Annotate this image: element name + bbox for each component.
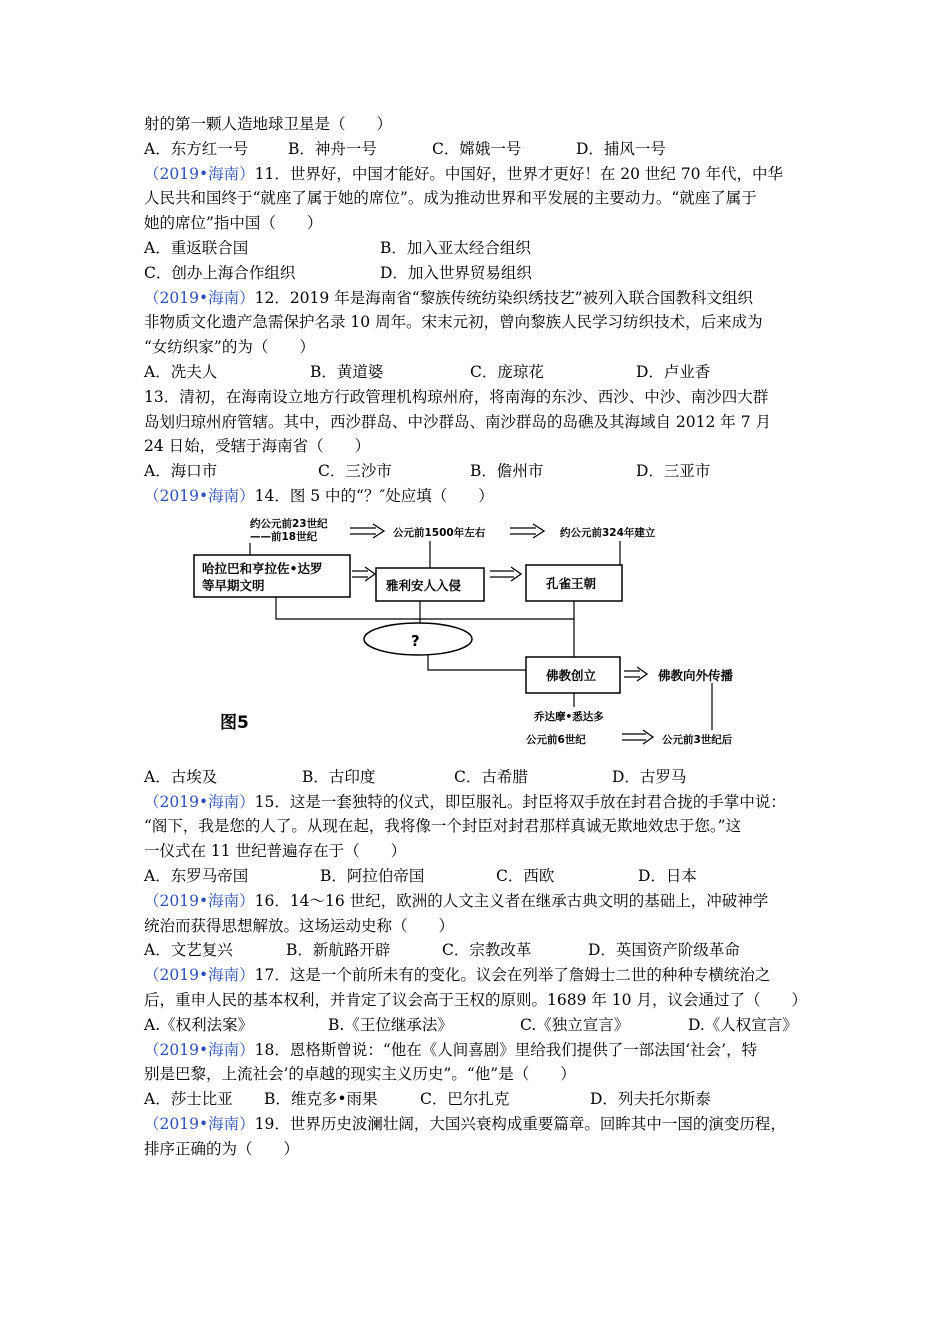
q18-option-b: B．维克多•雨果	[264, 1090, 378, 1109]
figure-caption: 图5	[220, 712, 249, 733]
q15-stem-line1: （2019•海南）15．这是一套独特的仪式，即臣服礼。封臣将双手放在封君合拢的手掌中说：	[144, 792, 786, 811]
q16-source: （2019•海南）	[144, 891, 255, 910]
q13-options	[144, 459, 814, 484]
q18-option-a: A．莎士比亚	[144, 1090, 233, 1109]
q16-option-a: A．文艺复兴	[144, 941, 233, 960]
q11-option-a: A．重返联合国	[144, 238, 249, 257]
q13-stem-line3: 24 日始，受辖于海南省（ ）	[144, 437, 371, 456]
q15-option-c: C．西欧	[496, 866, 555, 885]
q16-stem-line1: （2019•海南）16．14～16 世纪，欧洲的人文主义者在继承古典文明的基础上，冲破神学	[144, 891, 769, 910]
q15-source: （2019•海南）	[144, 792, 255, 811]
label-time1-b: ——前18世纪	[250, 530, 318, 543]
q11-options-row2	[144, 261, 814, 286]
q12-options	[144, 360, 814, 385]
q17-option-b: B.《王位继承法》	[328, 1015, 453, 1034]
q12-stem-line2: 非物质文化遗产急需保护名录 10 周年。宋末元初，曾向黎族人民学习纺织技术，后来成为	[144, 313, 763, 332]
q17-stem-line1: （2019•海南）17．这是一个前所未有的变化。议会在列举了詹姆士二世的种种专横统治之	[144, 966, 771, 985]
q13-stem-line2: 岛划归琼州府管辖。其中，西沙群岛、中沙群岛、南沙群岛的岛礁及其海域自 2012 年 7 月	[144, 412, 772, 431]
box-harappa-line1: 哈拉巴和亨拉佐•达罗	[202, 560, 323, 576]
q17-option-c: C.《独立宣言》	[520, 1015, 630, 1034]
q11-options-row1	[144, 236, 814, 261]
q17-source: （2019•海南）	[144, 966, 255, 985]
box-aryan-invasion-label: 雅利安人入侵	[386, 577, 462, 593]
q19-stem-line1: （2019•海南）19．世界历史波澜壮阔，大国兴衰构成重要篇章。回眸其中一国的演变历程，	[144, 1114, 786, 1133]
label-time3: 约公元前324年建立	[560, 526, 656, 539]
q16-stem-line2: 统治而获得思想解放。这场运动史称（ ）	[144, 916, 455, 935]
exam-page	[144, 112, 814, 1162]
figure-5	[144, 513, 814, 759]
q16-option-d: D．英国资产阶级革命	[588, 941, 740, 960]
q12-source: （2019•海南）	[144, 288, 255, 307]
label-time2: 公元前1500年左右	[393, 526, 486, 539]
double-arrow-buddhism-spread	[624, 667, 647, 681]
top-double-arrow-2	[510, 524, 544, 538]
q13-option-c: C．三沙市	[318, 462, 392, 481]
q12-option-d: D．卢业香	[636, 362, 711, 381]
q18-option-c: C．巴尔扎克	[420, 1090, 510, 1109]
label-time4: 公元前6世纪	[526, 733, 586, 746]
q15-options	[144, 864, 814, 889]
q11-source: （2019•海南）	[144, 164, 255, 183]
label-buddhism-spread: 佛教向外传播	[658, 667, 734, 683]
q18-options	[144, 1087, 814, 1112]
q16-option-b: B．新航路开辟	[286, 941, 391, 960]
label-time1-a: 约公元前23世纪	[250, 517, 328, 530]
q13-option-a: A．海口市	[144, 462, 218, 481]
q14-option-b: B．古印度	[302, 767, 376, 786]
q12-option-c: C．庞琼花	[470, 362, 544, 381]
box-maurya-label: 孔雀王朝	[546, 575, 597, 591]
q14-options	[144, 765, 814, 790]
q11-option-d: D．加入世界贸易组织	[380, 263, 532, 282]
label-founder: 乔达摩•悉达多	[534, 710, 604, 723]
flowchart-india-history	[190, 513, 770, 753]
q14-option-c: C．古希腊	[454, 767, 528, 786]
box-buddhism-founded-label: 佛教创立	[546, 667, 597, 683]
q10-options	[144, 137, 814, 162]
q17-option-a: A.《权利法案》	[144, 1015, 254, 1034]
q12-option-b: B．黄道婆	[310, 362, 384, 381]
q10-stem-tail: 射的第一颗人造地球卫星是（ ）	[144, 115, 393, 133]
q12-stem-line1: （2019•海南）12．2019 年是海南省“黎族传统纺染织绣技艺”被列入联合国教科文组织	[144, 288, 754, 307]
q17-options	[144, 1013, 814, 1038]
q14-option-d: D．古罗马	[612, 767, 687, 786]
q10-option-c: C．嫦娥一号	[432, 139, 522, 158]
q19-source: （2019•海南）	[144, 1114, 255, 1133]
q13-option-d: D．三亚市	[636, 462, 711, 481]
mid-double-arrow-1	[352, 567, 375, 581]
connector-ellipse-to-buddhism	[428, 655, 526, 670]
q17-option-d: D.《人权宣言》	[688, 1015, 798, 1034]
q15-option-d: D．日本	[638, 866, 697, 885]
q18-stem-line1: （2019•海南）18．恩格斯曾说：“他在《人间喜剧》里给我们提供了一部法国‘社会’，特	[144, 1040, 758, 1059]
q15-option-b: B．阿拉伯帝国	[320, 866, 425, 885]
q11-option-c: C．创办上海合作组织	[144, 263, 296, 282]
q16-option-c: C．宗教改革	[442, 941, 532, 960]
q15-option-a: A．东罗马帝国	[144, 866, 249, 885]
top-double-arrow-1	[350, 524, 384, 538]
q10-option-b: B．神舟一号	[288, 139, 377, 158]
q15-stem-line2: “阁下，我是您的人了。从现在起，我将像一个封臣对封君那样真诚无欺地效忠于您。”这	[144, 817, 742, 836]
box-harappa-line2: 等早期文明	[202, 577, 265, 593]
q10-option-d: D．捕风一号	[576, 139, 666, 158]
q16-options	[144, 938, 814, 963]
ellipse-question-mark: ?	[411, 631, 420, 650]
q12-option-a: A．冼夫人	[144, 362, 218, 381]
mid-double-arrow-2	[490, 567, 521, 581]
bottom-double-arrow	[622, 730, 653, 744]
q18-stem-line2: 别是巴黎，上流社会’的卓越的现实主义历史”。“他”是（ ）	[144, 1065, 576, 1084]
q13-stem-line1: 13．清初，在海南设立地方行政管理机构琼州府，将南海的东沙、西沙、中沙、南沙四大群	[144, 387, 769, 406]
label-time5: 公元前3世纪后	[662, 733, 733, 746]
q19-stem-line2: 排序正确的为（ ）	[144, 1139, 300, 1158]
q11-stem-line1: （2019•海南）11．世界好，中国才能好。中国好，世界才更好！在 20 世纪 70 年代，中华	[144, 164, 783, 183]
q18-source: （2019•海南）	[144, 1040, 255, 1059]
q11-stem-line2: 人民共和国终于“就座了属于她的席位”。成为推动世界和平发展的主要动力。“就座了属于	[144, 189, 757, 208]
q17-stem-line2: 后，重申人民的基本权利，并肯定了议会高于王权的原则。1689 年 10 月，议会通过了（ ）	[144, 990, 807, 1009]
q14-stem-line1: （2019•海南）14．图 5 中的“？″处应填（ ）	[144, 486, 494, 505]
q11-stem-line3: 她的席位”指中国（ ）	[144, 214, 323, 233]
q14-source: （2019•海南）	[144, 486, 255, 505]
q13-option-b: B．儋州市	[470, 462, 544, 481]
q14-option-a: A．古埃及	[144, 767, 218, 786]
q10-option-a: A．东方红一号	[144, 139, 249, 158]
q15-stem-line3: 一仪式在 11 世纪普遍存在于（ ）	[144, 842, 407, 861]
q11-option-b: B．加入亚太经合组织	[380, 238, 531, 257]
q18-option-d: D．列夫托尔斯泰	[590, 1090, 711, 1109]
q12-stem-line3: “女纺织家”的为（ ）	[144, 338, 315, 357]
